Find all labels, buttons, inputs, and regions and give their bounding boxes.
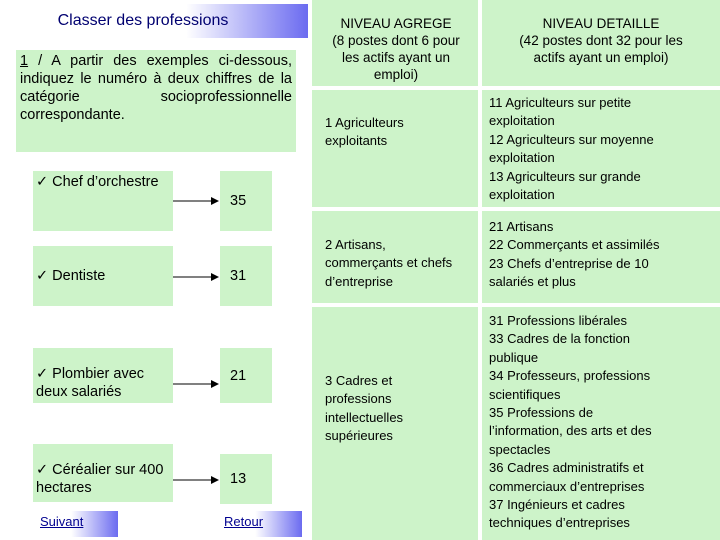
header-line: (8 postes dont 6 pour bbox=[332, 33, 460, 48]
cell-line: intellectuelles bbox=[325, 409, 404, 425]
header-line: (42 postes dont 32 pour les bbox=[519, 33, 683, 48]
instruction-text: / A partir des exemples ci-dessous, indiquez le numéro à deux chiffres de la catégorie socioprofessionnelle correspondante. bbox=[20, 53, 292, 123]
cell-agrege-agriculteurs bbox=[325, 114, 475, 151]
profession-item-dentiste bbox=[33, 246, 173, 306]
page-title bbox=[18, 4, 308, 38]
cell-line: d’entreprise bbox=[325, 273, 393, 289]
table-row-divider bbox=[312, 207, 720, 211]
check-icon: ✓ bbox=[36, 174, 49, 190]
header-line: actifs ayant un emploi) bbox=[533, 50, 669, 65]
profession-label: Chef d’orchestre bbox=[52, 174, 159, 190]
cell-line: 37 Ingénieurs et cadres bbox=[489, 497, 625, 513]
profession-item-cerealier bbox=[33, 444, 173, 502]
cell-detaille-artisans bbox=[489, 218, 719, 292]
cell-line: techniques d’entreprises bbox=[489, 515, 630, 531]
instruction-box bbox=[16, 50, 296, 152]
profession-label: Dentiste bbox=[52, 268, 106, 284]
cell-line: supérieures bbox=[325, 428, 393, 444]
profession-label: Céréalier sur 400 hectares bbox=[36, 462, 164, 496]
instruction-number: 1 bbox=[20, 53, 29, 69]
answer-box-cerealier[interactable] bbox=[220, 454, 272, 504]
cell-line: commerciaux d’entreprises bbox=[489, 478, 645, 494]
cell-line: commerçants et chefs bbox=[325, 255, 453, 271]
header-line: NIVEAU DETAILLE bbox=[542, 16, 660, 31]
table-row-divider bbox=[312, 303, 720, 307]
header-line: les actifs ayant un bbox=[341, 50, 451, 65]
cell-line: 36 Cadres administratifs et bbox=[489, 460, 644, 476]
answer-box-dentiste[interactable] bbox=[220, 246, 272, 306]
cell-line: 31 Professions libérales bbox=[489, 313, 628, 328]
answer-value: 21 bbox=[230, 367, 247, 384]
cell-line: 13 Agriculteurs sur grande bbox=[489, 168, 641, 184]
answer-value: 13 bbox=[230, 471, 247, 487]
cell-line: 12 Agriculteurs sur moyenne bbox=[489, 131, 654, 147]
check-icon: ✓ bbox=[36, 462, 49, 478]
answer-value: 31 bbox=[230, 268, 247, 284]
table-column-divider bbox=[478, 0, 482, 540]
cell-line: exploitants bbox=[325, 133, 388, 149]
profession-label: Plombier avec deux salariés bbox=[36, 366, 145, 400]
cell-line: professions bbox=[325, 391, 392, 407]
cell-line: l’information, des arts et des bbox=[489, 423, 652, 439]
cell-line: scientifiques bbox=[489, 386, 561, 402]
cell-line: 22 Commerçants et assimilés bbox=[489, 237, 660, 253]
back-button[interactable] bbox=[224, 511, 302, 537]
cell-line: 1 Agriculteurs bbox=[325, 115, 404, 130]
table-row-divider bbox=[312, 86, 720, 90]
profession-item-chef-orchestre bbox=[33, 171, 173, 231]
cell-line: 33 Cadres de la fonction bbox=[489, 331, 630, 347]
check-icon: ✓ bbox=[36, 366, 49, 382]
next-button-label: Suivant bbox=[40, 514, 84, 529]
cell-line: exploitation bbox=[489, 113, 555, 129]
cell-line: spectacles bbox=[489, 441, 551, 457]
cell-line: 23 Chefs d’entreprise de 10 bbox=[489, 255, 649, 271]
cell-agrege-artisans bbox=[325, 236, 477, 291]
cell-line: exploitation bbox=[489, 187, 555, 203]
check-icon: ✓ bbox=[36, 268, 49, 284]
cell-line: publique bbox=[489, 349, 539, 365]
cell-detaille-cadres bbox=[489, 312, 719, 533]
cell-detaille-agriculteurs bbox=[489, 94, 717, 204]
answer-box-plombier[interactable] bbox=[220, 348, 272, 403]
cell-line: 34 Professeurs, professions bbox=[489, 368, 651, 384]
back-button-label: Retour bbox=[224, 514, 264, 529]
header-niveau-detaille bbox=[484, 15, 718, 66]
cell-line: salariés et plus bbox=[489, 274, 576, 290]
cell-line: 21 Artisans bbox=[489, 219, 554, 234]
answer-value: 35 bbox=[230, 193, 247, 209]
header-line: emploi) bbox=[373, 67, 419, 82]
cell-line: 35 Professions de bbox=[489, 405, 594, 421]
cell-line: 2 Artisans, bbox=[325, 237, 386, 252]
cell-line: exploitation bbox=[489, 150, 555, 166]
header-line: NIVEAU AGREGE bbox=[340, 16, 452, 31]
cell-line: 11 Agriculteurs sur petite bbox=[489, 95, 632, 110]
profession-item-plombier bbox=[33, 348, 173, 403]
cell-line: 3 Cadres et bbox=[325, 373, 393, 388]
header-niveau-agrege bbox=[316, 15, 476, 83]
page-title-text: Classer des professions bbox=[57, 12, 229, 29]
answer-box-chef-orchestre[interactable] bbox=[220, 171, 272, 231]
next-button[interactable] bbox=[40, 511, 118, 537]
cell-agrege-cadres bbox=[325, 372, 475, 446]
